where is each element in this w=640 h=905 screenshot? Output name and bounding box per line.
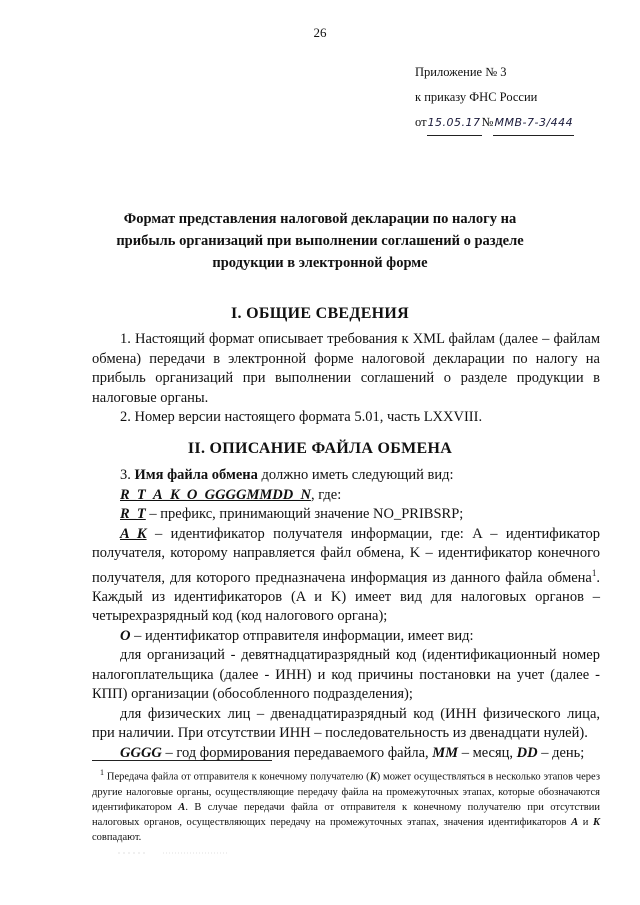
fn-part-2: ) может осуществляться в несколько этапов через другие налоговые органы, осуществляющие передачу файла на промежуточных этапах, которые обозначаются идентификатором [92, 771, 600, 813]
document-title [110, 208, 530, 274]
mm-label: MM [432, 744, 459, 761]
filename-pattern-line [92, 486, 600, 506]
rt-definition [92, 505, 600, 525]
appendix-header [415, 60, 574, 136]
o-definition [92, 627, 600, 647]
gggg-text: – год формирования передаваемого файла, [165, 744, 429, 761]
ak-definition [92, 525, 600, 627]
ak-text-before: – идентификатор получателя информации, где: A – идентификатор получателя, которому направляется файл обмена, K – идентификатор конечного получателя, для которого предназначена информация из данного файла обмена [92, 525, 600, 586]
title-line-3: продукции в электронной форме [212, 255, 428, 271]
order-date-number-line [415, 110, 574, 136]
ak-label: A_K [120, 525, 147, 542]
o-text: – идентификатор отправителя информации, имеет вид: [134, 627, 474, 644]
fn-and: и [582, 816, 589, 828]
fn-part-1: Передача файла от отправителя к конечному получателю ( [106, 771, 370, 783]
appendix-line-1: Приложение № 3 [415, 65, 507, 79]
mm-text: – месяц, [461, 744, 514, 761]
paragraph-1: 1. Настоящий формат описывает требования к XML файлам (далее – файлам обмена) передачи в электронной форме налоговой декларации по налогу на прибыль организаций при выполнении соглашений о разделе продукции в налоговые органы. [92, 331, 600, 406]
section-2-heading: II. ОПИСАНИЕ ФАЙЛА ОБМЕНА [187, 440, 453, 457]
dd-text: – день; [541, 744, 585, 761]
paragraph-3 [92, 466, 600, 486]
fn-part-4: совпадают. [92, 831, 142, 843]
fn-a-label: A [178, 801, 186, 813]
p3-number: 3. [120, 467, 131, 483]
p3-bold-term: Имя файла обмена [134, 467, 258, 483]
p3-rest: должно иметь следующий вид: [261, 467, 454, 483]
dd-label: DD [516, 744, 538, 761]
paragraph-2: 2. Номер версии настоящего формата 5.01, часть LXXVIII. [120, 409, 483, 425]
ak-text-after: . Каждый из идентификаторов (A и K) имеет вид для налоговых органов – четырехразрядный код (код налогового органа); [92, 569, 600, 625]
footnote-marker: 1 [100, 768, 104, 777]
org-definition: для организаций - девятнадцатиразрядный код (идентификационный номер налогоплательщика (далее - ИНН) и код причины постановки на учет (далее - КПП) организации (обособленного подразделения); [92, 647, 600, 703]
footnote-ref: 1 [591, 567, 597, 578]
rt-text: – префикс, принимающий значение NO_PRIBSRP; [149, 506, 464, 522]
footnote-divider [92, 760, 272, 761]
footnote-text [92, 765, 600, 845]
fn-a-label-2: A [571, 816, 579, 828]
handwritten-date: 15.05.17 [427, 110, 482, 136]
section-2-body [92, 466, 600, 763]
phys-definition: для физических лиц – двенадцатиразрядный код (ИНН физического лица, при наличии. При отсутствии ИНН – последовательность из двенадцати нулей). [92, 705, 600, 742]
section-1-body [92, 330, 600, 428]
filename-pattern-suffix: , где: [310, 486, 342, 503]
page-number: 26 [313, 25, 327, 40]
faint-scan-mark [118, 847, 228, 859]
section-1-heading: I. ОБЩИЕ СВЕДЕНИЯ [230, 305, 410, 322]
fn-k-label: K [369, 771, 377, 783]
fn-part-3: . В случае передачи файла от отправителя к конечному получателю при отсутствии налоговых органов, осуществляющих передачу на промежуточных этапах, значения идентификаторов [92, 801, 601, 828]
rt-label: R_T [120, 506, 146, 522]
title-line-1: Формат представления налоговой декларации по налогу на [123, 211, 517, 227]
title-line-2: прибыль организаций при выполнении соглашений о разделе [116, 233, 524, 249]
o-label: O [120, 627, 131, 644]
gggg-label: GGGG [120, 744, 162, 761]
fn-k-label-2: K [592, 816, 600, 828]
handwritten-order-number: ММВ-7-3/444 [493, 110, 574, 136]
from-prefix: от [415, 115, 427, 129]
filename-pattern: R_T_A_K_O_GGGGMMDD_N [120, 486, 311, 503]
appendix-line-2: к приказу ФНС России [415, 90, 538, 104]
number-prefix: № [481, 115, 494, 129]
footnote [92, 765, 600, 845]
